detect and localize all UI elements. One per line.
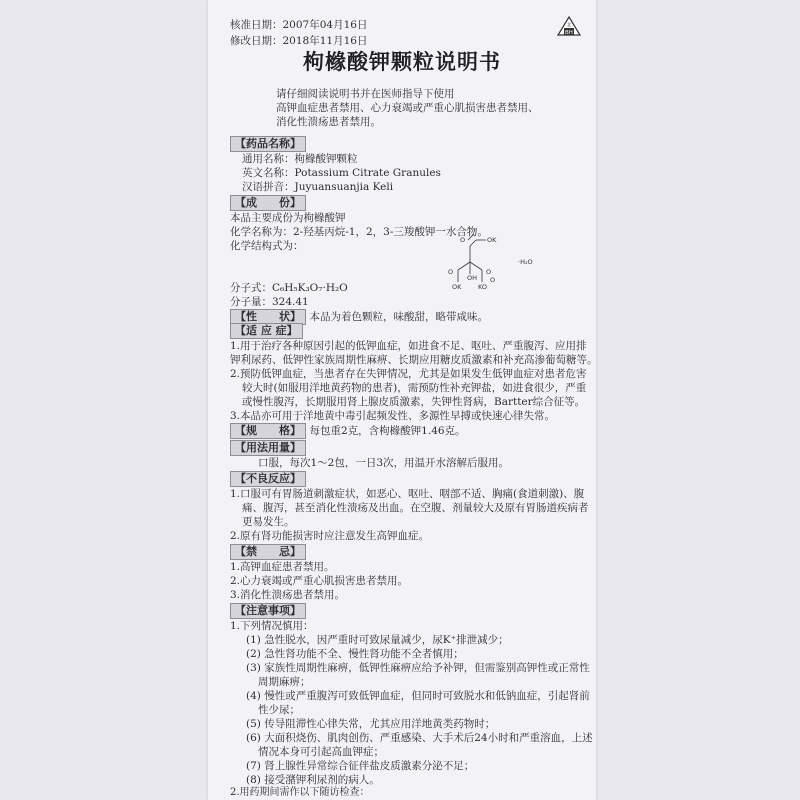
section-heading-contraindications: 【禁 忌】 <box>230 544 306 560</box>
generic-name: 通用名称：枸橼酸钾颗粒 <box>242 153 358 165</box>
adverse-line-3: 更易发生。 <box>242 516 295 528</box>
english-name: 英文名称：Potassium Citrate Granules <box>242 167 441 179</box>
approve-date: 核准日期：2007年04月16日 <box>230 19 368 31</box>
section-heading-usage: 【用法用量】 <box>230 440 306 456</box>
section-heading-character: 【性 状】 <box>230 309 306 325</box>
precaution-line-12: (8) 接受潴钾利尿剂的病人。 <box>246 774 380 786</box>
precaution-line-2: (1) 急性脱水，因严重时可致尿量减少，尿K⁺排泄减少； <box>246 634 509 646</box>
precaution-line-13: 2.用药期间需作以下随访检查： <box>230 787 370 798</box>
struct-group-o-left: O <box>448 268 454 276</box>
precaution-line-4: (3) 家族性周期性麻痹，低钾性麻痹应给予补钾，但需鉴别高钾性或正常性 <box>246 662 590 674</box>
struct-group-o-top: O <box>460 236 466 244</box>
struct-water: ·H₂O <box>518 258 533 266</box>
adverse-line-4: 2.原有肾功能损害时应注意发生高钾血症。 <box>230 530 430 542</box>
precaution-line-6: (4) 慢性或严重腹泻可致低钾血症，但同时可致脱水和低钠血症，引起肾前 <box>246 690 590 702</box>
section-heading-precautions: 【注意事项】 <box>230 603 306 619</box>
spec-text: 每包重2克，含枸橼酸钾1.46克。 <box>309 425 466 437</box>
section-heading-indications: 【适 应 症】 <box>230 323 303 339</box>
struct-group-ok-top: OK <box>487 236 497 244</box>
adverse-line-2: 痛、腹泻，甚至消化性溃疡及出血。在空腹、剂量较大及原有胃肠道疾病者 <box>242 502 589 514</box>
contra-line-1: 1.高钾血症患者禁用。 <box>230 561 335 573</box>
molecular-formula: 分子式：C₆H₅K₃O₇·H₂O <box>230 282 348 294</box>
character-text: 本品为着色颗粒，味酸甜，略带咸味。 <box>309 311 488 323</box>
precaution-line-10: 情况本身可引起高血钾症； <box>258 746 384 758</box>
precaution-line-5: 周期麻痹； <box>258 676 311 688</box>
struct-group-o-right: O <box>486 268 492 276</box>
logo-sub-text: BH <box>565 30 573 36</box>
precaution-line-9: (6) 大面积烧伤、肌肉创伤、严重感染、大手术后24小时和严重溶血，上述 <box>246 732 593 744</box>
intro-line-1: 请仔细阅读说明书并在医师指导下使用 <box>276 88 455 100</box>
pinyin-name: 汉语拼音：Juyuansuanjia Keli <box>242 181 394 193</box>
precaution-line-7: 性少尿； <box>258 704 300 716</box>
struct-group-ok-bottom: OK <box>452 283 462 291</box>
chemical-structure <box>440 232 560 294</box>
precaution-line-11: (7) 肾上腺性异常综合征伴盐皮质激素分泌不足； <box>246 760 475 772</box>
section-heading-adverse: 【不良反应】 <box>230 471 306 487</box>
document-title: 枸橼酸钾颗粒说明书 <box>303 49 501 74</box>
contra-line-2: 2.心力衰竭或严重心肌损害患者禁用。 <box>230 575 409 587</box>
contra-line-3: 3.消化性溃疡患者禁用。 <box>230 589 346 601</box>
brand-logo <box>556 14 582 40</box>
indication-line-2: 钾利尿药、低钾性家族周期性麻痹、长期应用糖皮质激素和补充高渗葡萄糖等。 <box>230 354 598 366</box>
indication-line-1: 1.用于治疗各种原因引起的低钾血症，如进食不足、呕吐、严重腹泻、应用排 <box>230 340 587 352</box>
section-heading-drug-name: 【药品名称】 <box>230 136 306 152</box>
composition-line-3: 化学结构式为： <box>230 240 304 252</box>
adverse-line-1: 1.口服可有胃肠道刺激症状，如恶心、呕吐、咽部不适、胸痛(食道刺激)、腹 <box>230 488 585 500</box>
intro-line-3: 消化性溃疡患者禁用。 <box>276 116 381 128</box>
intro-line-2: 高钾血症患者禁用、心力衰竭或严重心肌损害患者禁用、 <box>276 102 539 114</box>
struct-group-o-bottom: O <box>490 276 496 284</box>
indication-line-6: 3.本品亦可用于洋地黄中毒引起频发性、多源性早搏或快速心律失常。 <box>230 410 556 422</box>
precaution-line-1: 1.下列情况慎用： <box>230 620 314 632</box>
usage-text: 口服，每次1～2包，一日3次，用温开水溶解后服用。 <box>258 457 510 469</box>
section-heading-composition: 【成 份】 <box>230 195 306 211</box>
struct-group-oh: OH <box>467 274 478 282</box>
section-heading-spec: 【规 格】 <box>230 423 306 439</box>
indication-line-4: 较大时(如服用洋地黄药物的患者)，需预防性补充钾盐，如进食很少，严重 <box>242 382 587 394</box>
precaution-line-8: (5) 传导阻滞性心律失常，尤其应用洋地黄类药物时； <box>246 718 496 730</box>
indication-line-5: 或慢性腹泻，长期服用肾上腺皮质激素，失钾性肾病，Bartter综合征等。 <box>242 396 586 408</box>
molecular-weight: 分子量：324.41 <box>230 296 309 308</box>
composition-line-1: 本品主要成份为枸橼酸钾 <box>230 212 346 224</box>
precaution-line-3: (2) 急性肾功能不全、慢性肾功能不全者慎用； <box>246 648 464 660</box>
revise-date: 修改日期：2018年11月16日 <box>230 35 368 47</box>
indication-line-3: 2.预防低钾血症，当患者存在失钾情况，尤其是如果发生低钾血症对患者危害 <box>230 368 587 380</box>
struct-group-ko-bottom: KO <box>478 283 488 291</box>
composition-line-2: 化学名称为：2-羟基丙烷-1，2，3-三羧酸钾一水合物。 <box>230 226 488 238</box>
logo-char-text: 北 <box>566 22 572 29</box>
